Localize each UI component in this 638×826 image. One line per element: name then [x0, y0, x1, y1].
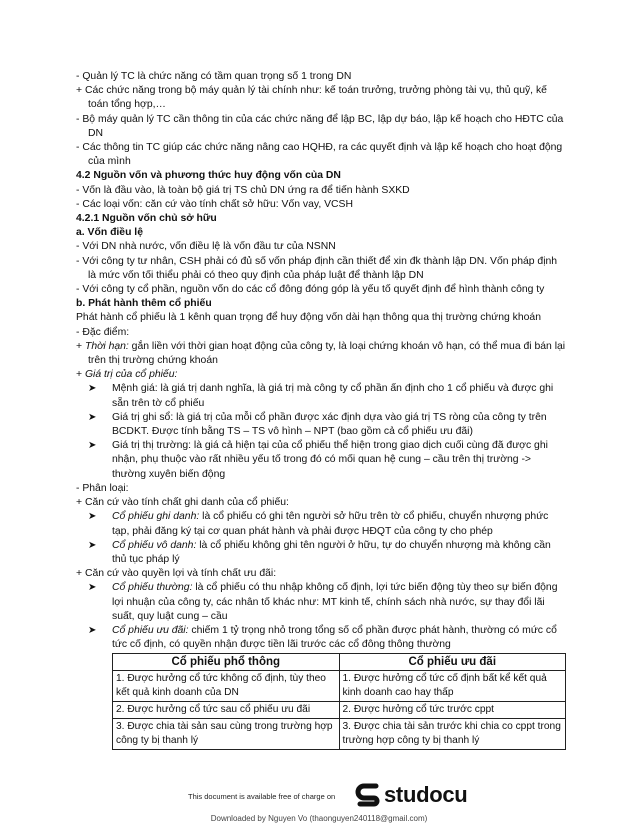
studocu-brand[interactable]: studocu — [384, 782, 468, 807]
table-cell: 1. Được hưởng cổ tức cố định bất kể kết quả kinh doanh cao hay thấp — [339, 671, 566, 702]
text-line: + Các chức năng trong bộ máy quản lý tài chính như: kế toán trưởng, trưởng phòng tài vụ, thủ quỹ, kế toán tổng hợp,… — [76, 85, 547, 111]
table-row — [113, 702, 566, 719]
arrow-bullet-icon: ➤ — [88, 539, 97, 551]
section-heading: 4.2 Nguồn vốn và phương thức huy động vốn của DN — [76, 170, 341, 182]
availability-note: This document is available free of charge on — [188, 792, 336, 801]
list-item: ➤ Cổ phiếu thường: là cổ phiếu có thu nhập không cố định, lợi tức biến động tùy theo sự biến động lợi nhuận của công ty, các nhân tố khác như: MT kinh tế, chính sách nhà nước, sự thay đổi lãi suất, quy luật cung – cầu — [88, 582, 558, 622]
text-line: - Phân loại: — [76, 482, 129, 494]
table-row — [113, 671, 566, 702]
text-line: - Các loại vốn: căn cứ vào tính chất sở hữu: Vốn vay, VCSH — [76, 198, 353, 210]
text-line: + Căn cứ vào tính chất ghi danh của cổ phiếu: — [76, 497, 289, 509]
subsection-heading: 4.2.1 Nguồn vốn chủ sở hữu — [76, 213, 217, 225]
text-line: - Với công ty tư nhân, CSH phải có đủ số vốn pháp định cần thiết để xin đk thành lập DN. Vốn pháp định là mức vốn tối thiểu phải có theo quy định của pháp luật để thành lập DN — [76, 255, 558, 281]
table-cell: 1. Được hưởng cổ tức không cố định, tùy theo kết quả kinh doanh của DN — [113, 671, 340, 702]
list-item: ➤ Giá trị ghi sổ: là giá trị của mỗi cổ phần được xác định dựa vào giá trị TS ròng của công ty trên BCDKT. Được tính bằng TS – TS vô hình – NPT (bao gồm cả cổ phiếu ưu đãi) — [88, 411, 547, 438]
text-line: - Với công ty cổ phần, nguồn vốn do các cổ đông đóng góp là yếu tố quyết định để hình thành công ty — [76, 284, 545, 296]
arrow-bullet-icon: ➤ — [88, 411, 97, 423]
text-line: + Thời hạn: gắn liền với thời gian hoạt động của công ty, là loại chứng khoán vô hạn, có thể mua đi bán lại trên thị trường chứng khoán — [76, 340, 566, 367]
table-header: Cổ phiếu phổ thông — [113, 654, 340, 671]
arrow-bullet-icon: ➤ — [88, 440, 97, 452]
table-cell: 2. Được hưởng cổ tức sau cổ phiếu ưu đãi — [113, 702, 340, 719]
table-header: Cổ phiếu ưu đãi — [339, 654, 566, 671]
subsection-heading: b. Phát hành thêm cổ phiếu — [76, 298, 212, 310]
table-cell: 3. Được chia tài sản sau cùng trong trường hợp công ty bị thanh lý — [113, 719, 340, 750]
studocu-logo-icon[interactable] — [354, 780, 384, 810]
term-label: Giá trị của cổ phiếu: — [84, 369, 178, 381]
list-item: ➤ Mệnh giá: là giá trị danh nghĩa, là giá trị mà công ty cổ phần ấn định cho 1 cổ phiếu và được ghi sẵn trên tờ cổ phiếu — [88, 383, 554, 409]
arrow-bullet-icon: ➤ — [88, 624, 97, 636]
table-cell: 2. Được hưởng cổ tức trước cppt — [339, 702, 566, 719]
comparison-table — [112, 653, 566, 750]
arrow-bullet-icon: ➤ — [88, 582, 97, 594]
text-line: + Căn cứ vào quyền lợi và tính chất ưu đãi: — [76, 568, 277, 580]
text-line: - Đặc điểm: — [76, 326, 130, 338]
text-line: - Với DN nhà nước, vốn điều lệ là vốn đầu tư của NSNN — [76, 241, 336, 253]
term-label: Thời hạn: — [84, 340, 129, 352]
text-line: - Vốn là đầu vào, là toàn bộ giá trị TS chủ DN ứng ra để tiến hành SXKD — [76, 184, 410, 196]
subsection-heading: a. Vốn điều lệ — [76, 227, 143, 239]
term-text: gắn liền với thời gian hoạt động của công ty, là loại chứng khoán vô hạn, có thể mua đi bán lại trên thị trường chứng khoán — [88, 340, 566, 367]
text-line: - Bộ máy quản lý TC cần thông tin của các chức năng để lập BC, lập dự báo, lập kế hoạch cho HĐTC của DN — [76, 113, 564, 139]
arrow-bullet-icon: ➤ — [88, 511, 97, 523]
list-item: ➤ Cổ phiếu ưu đãi: chiếm 1 tỷ trọng nhỏ trong tổng số cổ phần được phát hành, thường có mức cổ tức cố định, có quyền nhận được tiền lãi trước các cổ đông thông thường — [88, 624, 557, 651]
document-body — [76, 70, 566, 750]
table-cell: 3. Được chia tài sản trước khi chia co cppt trong trường hợp công ty bị thanh lý — [339, 719, 566, 750]
text-line: - Quản lý TC là chức năng có tầm quan trọng số 1 trong DN — [76, 71, 352, 82]
arrow-bullet-icon: ➤ — [88, 383, 97, 395]
table-row — [113, 719, 566, 750]
list-item: ➤ Giá trị thị trường: là giá cả hiện tại của cổ phiếu thể hiện trong giao dịch cuối cùng đã được ghi nhận, phụ thuộc vào rất nhiều yếu tố trong đó có mối quan hệ cung – cầu trên thị trường -> thường xuyên biến động — [88, 440, 548, 480]
text-line: - Các thông tin TC giúp các chức năng nâng cao HQHĐ, ra các quyết định và lập kế hoạch cho hoạt động của mình — [76, 142, 563, 168]
download-note: Downloaded by Nguyen Vo (thaonguyen240118@gmail.com) — [210, 814, 428, 823]
list-item: ➤ Cổ phiếu ghi danh: là cổ phiếu có ghi tên người sở hữu trên tờ cổ phiếu, chuyển nhượng phức tạp, phải đăng ký tại cơ quan phát hành và phải được HĐQT của công ty cho phép — [88, 511, 549, 537]
list-item: ➤ Cổ phiếu vô danh: là cổ phiếu không ghi tên người ở hữu, tự do chuyển nhượng mà không cần thủ tục pháp lý — [88, 539, 551, 565]
text-line: Phát hành cổ phiếu là 1 kênh quan trọng để huy động vốn dài hạn thông qua thị trường chứng khoán — [76, 312, 541, 324]
text-line: + Giá trị của cổ phiếu: — [76, 369, 178, 381]
table-header-row — [113, 654, 566, 671]
